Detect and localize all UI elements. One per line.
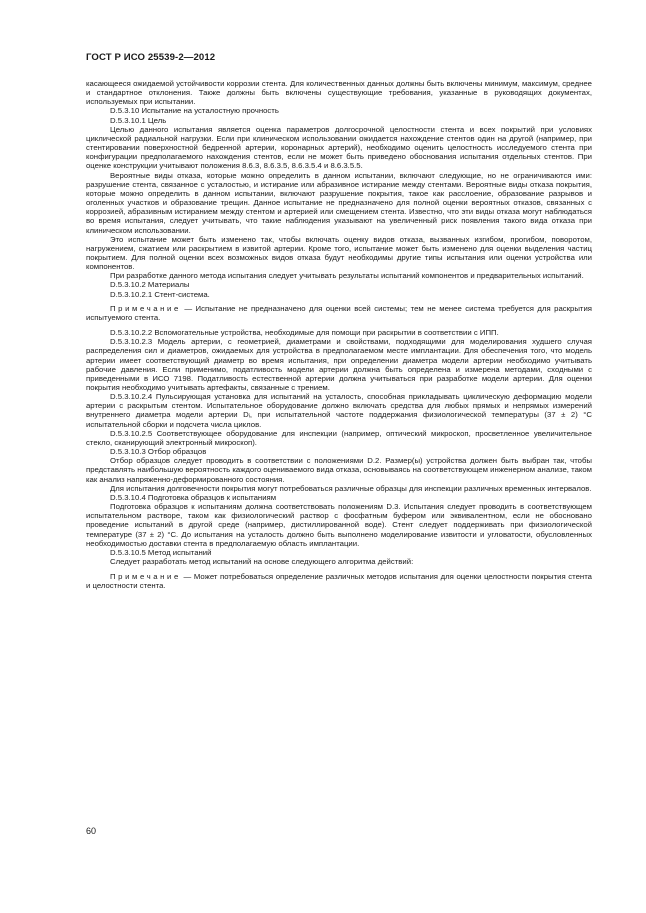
section-heading: D.5.3.10.1 Цель [110,115,167,125]
paragraph: Это испытание может быть изменено так, чтобы включать оценку видов отказа, вызванных изгибом, прогибом, поворотом, нагружением, сжатием или раскрытием в извитой артерии. Кроме того, испытание может быть изменено для оценки выделения частиц покрытием. Для полной оценки всех возможных видов отказа будут необходимы другие типы испытания или оценки устройства или компонентов. [86,234,592,272]
note: Примечание — Может потребоваться определение различных методов испытания для оценки целостности покрытия стента и целостности стента. [86,571,592,590]
paragraph: Отбор образцов следует проводить в соответствии с положениями D.2. Размер(ы) устройства должен быть выбран так, чтобы представлять наибольшую вероятность каждого оцениваемого вида отказа, основываясь на соответствующем инженерном анализе, таком как анализ напряженно-деформированного состояния. [86,456,592,484]
section-heading: D.5.3.10.2 Материалы [110,280,190,290]
paragraph: касающееся ожидаемой устойчивости коррозии стента. Для количественных данных должны быть включены минимум, максимум, среднее и стандартное отклонения. Также должны быть включены существующие требования, указанные в руководящих документах, используемых при испытании. [86,79,592,107]
section-heading: D.5.3.10.2.1 Стент-система. [110,289,210,299]
paragraph: D.5.3.10.2.5 Соответствующее оборудование для инспекции (например, оптический микроскоп, просветленное увеличительное стекло, сканирующий электронный микроскоп). [86,428,592,447]
standard-header: ГОСТ Р ИСО 25539-2—2012 [86,52,216,63]
paragraph: Для испытания долговечности покрытия могут потребоваться различные образцы для инспекции различных временных интервалов. [110,483,592,493]
page-number: 60 [86,826,97,836]
paragraph: При разработке данного метода испытания следует учитывать результаты испытаний компонентов и предварительных испытаний. [110,271,584,281]
section-heading: D.5.3.10.3 Отбор образцов [110,447,207,457]
note-label: Примечание [110,571,181,581]
paragraph: D.5.3.10.2.4 Пульсирующая установка для испытаний на усталость, способная прикладывать циклическую деформацию модели артерии с раскрытым стентом. Испытательное оборудование должно включать средства для любых прямых и непрямых измерений внутреннего диаметра модели артерии Dᵢ, при испытательной частоте поддержания физиологической температуры (37 ± 2) °С испытательной сборки и подсчета числа циклов. [86,392,592,429]
paragraph: Подготовка образцов к испытаниям должна соответствовать положениям D.3. Испытания следует проводить в соответствующем испытательном растворе, таком как физиологический раствор с фосфатным буфером или эквивалентном, если не обосновано проведение испытаний в другой среде (например, дистиллированной воде). Стент следует поддерживать при физиологической температуре (37 ± 2) °С. До испытания на усталость должно быть выполнено моделирование извитости и угловатости, обусловленных необходимостью доставки стента в предполагаемую область имплантации. [86,502,592,548]
body-text [86,79,592,590]
paragraph: D.5.3.10.2.3 Модель артерии, с геометрией, диаметрами и свойствами, подходящими для моделирования худшего случая распределения сил и диаметров, ожидаемых для устройства в предполагаемом месте имплантации. Для обеспечения того, что модель артерии имеет соответствующий диаметр во время испытания, при определении диаметра модели артерии необходимо учитывать рабочие давления. Если применимо, податливость модели артерии должна быть определена и измерена методами, сходными с приведенными в ИСО 7198. Податливость естественной артерии должна учитываться при разработке модели артерии. Для оценки покрытия необходимо учитывать артефакты, связанные с трением. [86,337,592,392]
note-label: Примечание [110,304,181,314]
section-heading: D.5.3.10.5 Метод испытаний [110,547,212,557]
paragraph: D.5.3.10.2.2 Вспомогательные устройства, необходимые для помощи при раскрытии в соответствии с ИПП. [110,328,499,338]
section-heading: D.5.3.10 Испытание на усталостную прочность [110,106,279,116]
note: Примечание — Испытание не предназначено для оценки всей системы; тем не менее система требуется для раскрытия испытуемого стента. [86,304,592,323]
paragraph: Вероятные виды отказа, которые можно определить в данном испытании, включают следующие, но не ограничиваются ими: разрушение стента, связанное с усталостью, и истирание или абразивное истирание между стентами. Вероятные виды отказа покрытия, которые можно определить в данном испытании, включают разрушение покрытия, такое как расслоение, образование разрывов и оголенных участков и образование трещин. Данное испытание не предназначено для полной оценки вероятных отказов, связанных с коррозией, абразивным истиранием между стентом и артерией или смещением стента. Известно, что эти виды отказа могут наблюдаться во время испытания, следует учитывать, что такие наблюдения указывают на увеличенный риск появления такого вида отказа при клиническом использовании. [86,170,592,235]
paragraph: Целью данного испытания является оценка параметров долгосрочной целостности стента и всех покрытий при условиях циклической радиальной нагрузки. Если при клиническом использовании ожидается нахождение стентов один на другой (например, при стентировании поверхностной бедренной артерии, коронарных артерий), необходимо оценить целостность исследуемого стента при конфигурации предполагаемого нахождения стентов, если не может быть приведено обоснования испытания отдельных стентов. При оценке конструкции учитывают положения 8.6.3, 8.6.3.5, 8.6.3.5.4 и 8.6.3.5.5. [86,124,592,171]
section-heading: D.5.3.10.4 Подготовка образцов к испытаниям [110,492,277,502]
paragraph: Следует разработать метод испытаний на основе следующего алгоритма действий: [110,556,414,566]
